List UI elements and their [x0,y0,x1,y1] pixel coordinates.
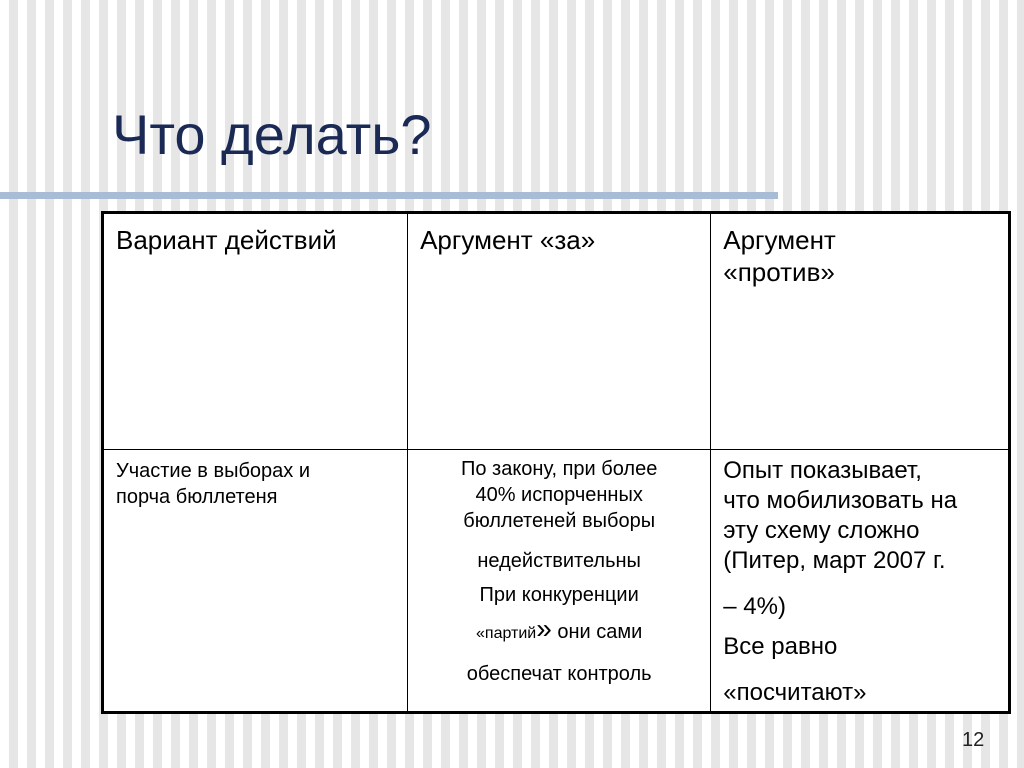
con-line-5: – 4%) [723,593,786,620]
title-underline [0,192,778,199]
header-con-line-2: «против» [723,257,835,287]
con-line-1: Опыт показывает, [723,457,922,484]
pro-text [408,450,710,687]
con-line-4: (Питер, март 2007 г. [723,547,946,574]
pro-line-4: недействительны [477,550,641,572]
header-option-label: Вариант действий [116,225,337,255]
pro-line-6-quote: «партий [476,625,537,642]
con-line-7: «посчитают» [723,679,867,706]
con-line-6: Все равно [723,633,838,660]
pro-line-6-close-quote: » [536,613,552,644]
con-line-3: эту схему сложно [723,517,920,544]
option-line-2: порча бюллетеня [116,486,278,508]
table-header-row [104,214,1009,450]
page-number: 12 [962,729,985,751]
header-cell-con [711,214,1009,450]
header-cell-pro [408,214,711,450]
con-text [711,450,1008,708]
header-pro-label: Аргумент «за» [420,225,596,255]
option-line-1: Участие в выборах и [116,460,310,482]
header-cell-option [104,214,408,450]
pro-line-5: При конкуренции [479,584,639,606]
table-row [104,450,1009,712]
option-cell [104,450,408,712]
pro-line-7: обеспечат контроль [466,663,652,685]
option-text [104,450,407,510]
pro-cell [408,450,711,712]
pro-line-6 [418,613,700,647]
con-cell [711,450,1009,712]
options-table [101,211,1011,714]
pro-line-1: По закону, при более [460,458,658,480]
con-line-2: что мобилизовать на [723,487,958,514]
header-con-label [711,214,1008,288]
options-grid [103,213,1009,712]
pro-line-2: 40% испорченных [475,484,643,506]
slide-title: Что делать? [112,103,432,166]
pro-line-6-rest: они сами [551,621,643,643]
pro-line-3: бюллетеней выборы [463,510,656,532]
header-con-line-1: Аргумент [723,225,836,255]
